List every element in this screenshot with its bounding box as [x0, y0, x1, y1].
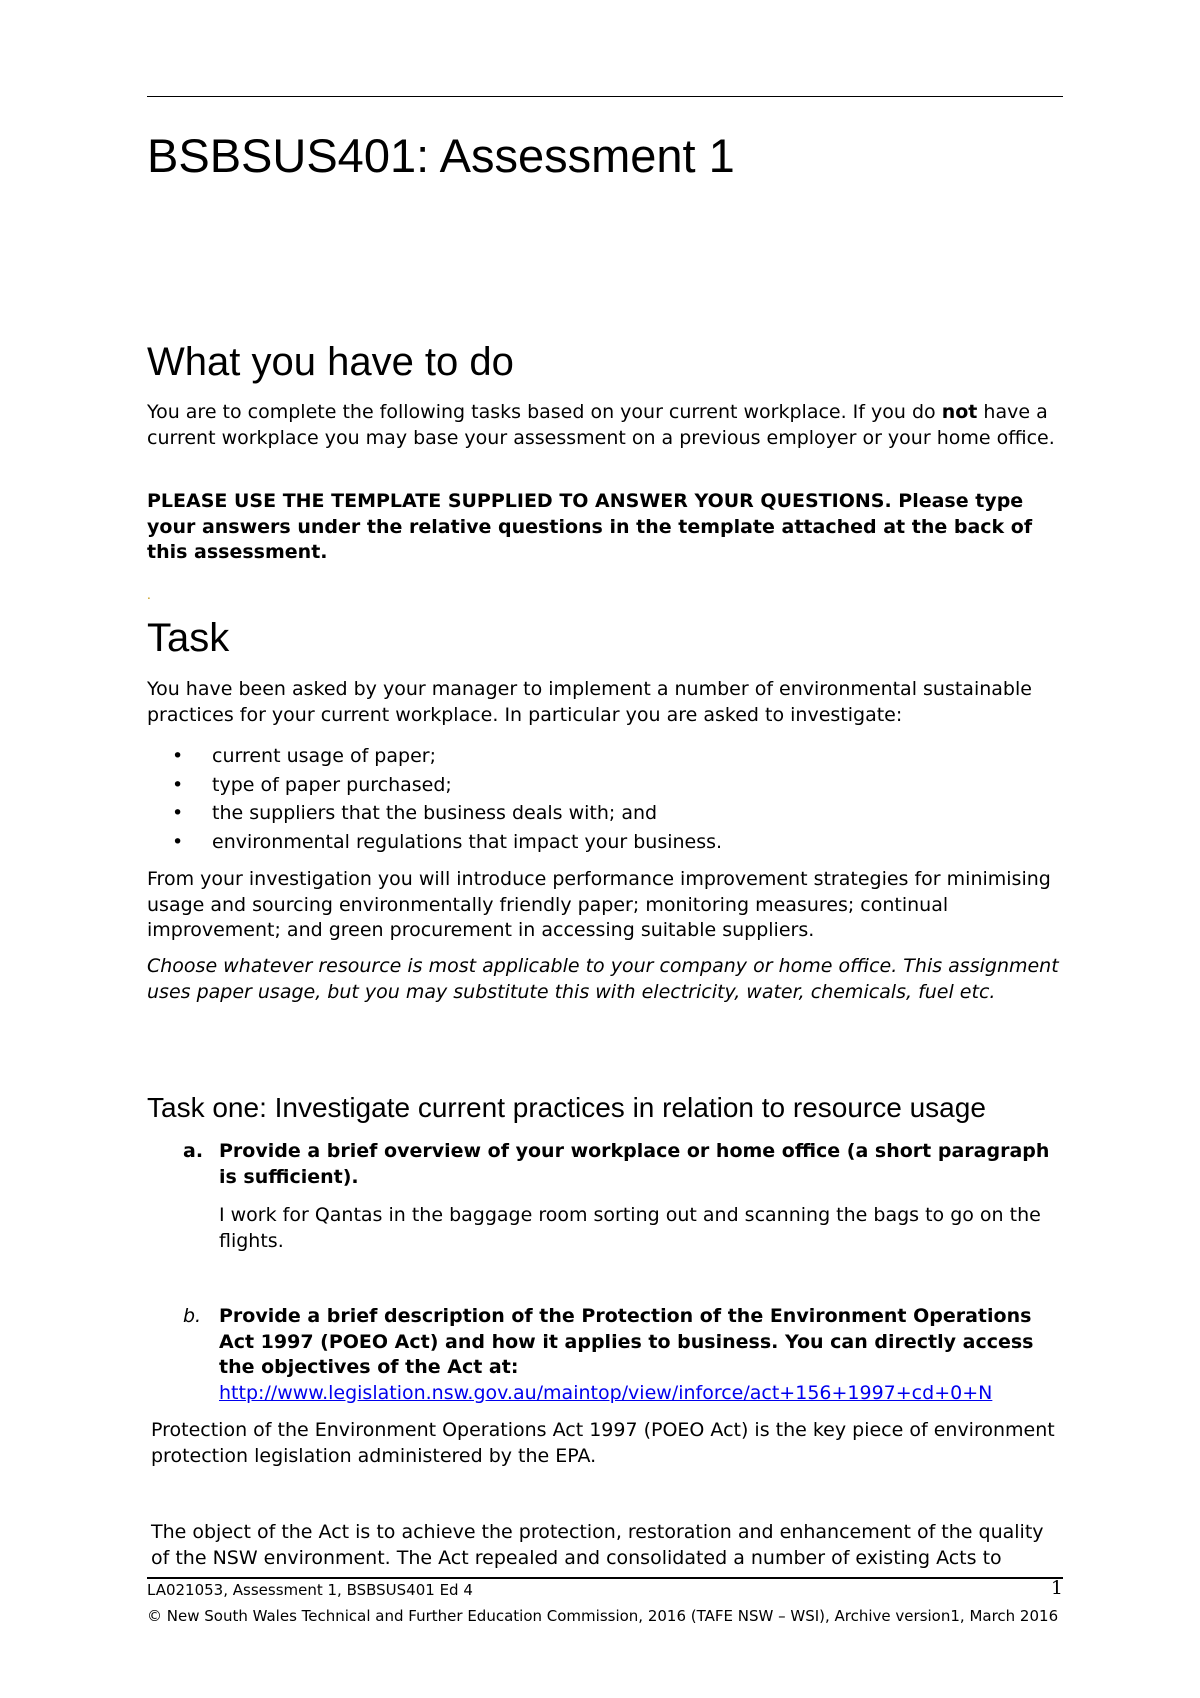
question-text: [219, 1304, 1063, 1406]
bullet-icon: •: [172, 802, 184, 824]
list-item: [147, 799, 1063, 828]
answer-text: I work for Qantas in the baggage room sorting out and scanning the bags to go on the flights.: [219, 1204, 1041, 1252]
bullet-icon: •: [172, 773, 184, 796]
intro-text-start: You are to complete the following tasks based on your current workplace. If you do: [147, 401, 942, 423]
intro-paragraph: [147, 400, 1063, 451]
list-item-text: current usage of paper;: [212, 745, 436, 767]
bullet-icon: •: [172, 830, 184, 853]
footer-reference: LA021053, Assessment 1, BSBSUS401 Ed 4: [147, 1581, 473, 1599]
bullet-icon: •: [172, 745, 184, 767]
resource-note: Choose whatever resource is most applicable to your company or home office. This assignment uses paper usage, but you may substitute this with electricity, water, chemicals, fuel etc.: [147, 955, 1059, 1003]
answer-b-paragraph-2: The object of the Act is to achieve the protection, restoration and enhancement of the quality of the NSW environment. The Act repealed and consolidated a number of existing Acts to: [151, 1521, 1044, 1569]
answer-b-paragraph-1: Protection of the Environment Operations Act 1997 (POEO Act) is the key piece of environment protection legislation administered by the EPA.: [151, 1419, 1055, 1467]
heading-task-one: Task one: Investigate current practices in relation to resource usage: [147, 1092, 986, 1123]
heading-what-you-have-to-do: What you have to do: [147, 340, 514, 384]
question-marker: a.: [183, 1140, 204, 1162]
list-item: [147, 742, 1063, 771]
strategy-paragraph: From your investigation you will introduce performance improvement strategies for minimising usage and sourcing environmentally friendly paper; monitoring measures; continual improvement; and green procurement in accessing suitable suppliers.: [147, 868, 1051, 941]
intro-emphasis: not: [941, 401, 978, 423]
list-item-text: type of paper purchased;: [212, 773, 452, 796]
task-intro: You have been asked by your manager to implement a number of environmental sustainable practices for your current workplace. In particular you are asked to investigate:: [147, 678, 1032, 726]
list-item: [147, 771, 1063, 800]
template-instruction: PLEASE USE THE TEMPLATE SUPPLIED TO ANSWER YOUR QUESTIONS. Please type your answers under the relative questions in the template attached at the back of this assessment.: [147, 490, 1033, 563]
stray-dot: .: [147, 588, 151, 602]
heading-task: Task: [147, 616, 230, 660]
investigation-list: [147, 742, 1063, 856]
header-rule: [147, 96, 1063, 97]
document-title: BSBSUS401: Assessment 1: [147, 129, 735, 182]
question-marker: b.: [183, 1305, 202, 1327]
question-text: Provide a brief overview of your workplace or home office (a short paragraph is sufficient).: [219, 1140, 1050, 1188]
document-page: [147, 0, 1063, 1698]
legislation-link[interactable]: http://www.legislation.nsw.gov.au/maintop/view/inforce/act+156+1997+cd+0+N: [219, 1381, 993, 1404]
footer-copyright: © New South Wales Technical and Further Education Commission, 2016 (TAFE NSW – WSI), Archive version1, March 2016: [147, 1607, 1059, 1625]
list-item-text: environmental regulations that impact your business.: [212, 830, 723, 853]
intro-text-end: have a current workplace you may base your assessment on a previous employer or your home office.: [147, 401, 1055, 449]
question-text-body: Provide a brief description of the Protection of the Environment Operations Act 1997 (POEO Act) and how it applies to business. You can directly access the objectives of the Act at:: [219, 1305, 1034, 1378]
list-item: [147, 828, 1063, 857]
page-number: 1: [1050, 1577, 1063, 1599]
list-item-text: the suppliers that the business deals with; and: [212, 802, 658, 824]
